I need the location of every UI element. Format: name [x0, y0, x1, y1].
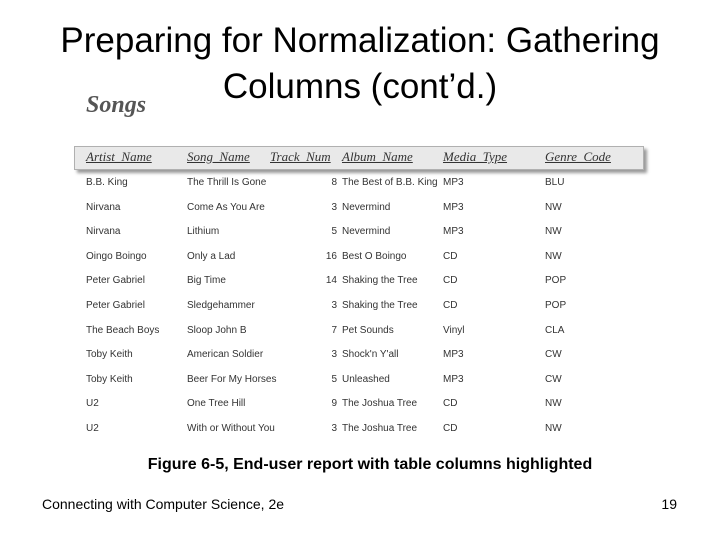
cell-genre-code: NW [545, 226, 562, 238]
cell-genre-code: BLU [545, 177, 565, 188]
cell-song-name: One Tree Hill [187, 398, 246, 410]
cell-album-name: Unleashed [342, 373, 390, 385]
column-header-song-name: Song_Name [187, 149, 250, 164]
cell-artist-name: U2 [86, 398, 99, 410]
cell-song-name: Lithium [187, 226, 220, 238]
cell-track-num: 7 [331, 324, 337, 336]
page-number: 19 [661, 496, 677, 512]
cell-media-type: CD [443, 300, 458, 311]
column-header-album-name: Album_Name [342, 149, 413, 164]
cell-track-num: 3 [331, 423, 337, 434]
cell-song-name: The Thrill Is Gone [187, 177, 267, 188]
cell-artist-name: Toby Keith [86, 373, 133, 385]
cell-song-name: Beer For My Horses [187, 373, 277, 385]
cell-artist-name: Peter Gabriel [86, 300, 145, 311]
cell-genre-code: NW [545, 423, 562, 434]
cell-artist-name: B.B. King [86, 177, 128, 188]
cell-track-num: 9 [331, 398, 337, 410]
cell-media-type: Vinyl [443, 324, 465, 336]
table-row [0, 226, 720, 246]
table-row [0, 325, 720, 345]
table-row [0, 423, 720, 443]
cell-album-name: The Joshua Tree [342, 398, 418, 410]
cell-media-type: MP3 [443, 201, 464, 213]
cell-media-type: CD [443, 250, 458, 262]
cell-track-num: 8 [331, 177, 337, 188]
cell-song-name: Big Time [187, 275, 226, 287]
cell-album-name: Nevermind [342, 226, 391, 238]
cell-track-num: 16 [325, 250, 337, 262]
table-row [0, 177, 720, 197]
table-row [0, 202, 720, 222]
cell-genre-code: CW [545, 349, 562, 361]
cell-media-type: CD [443, 423, 458, 434]
cell-genre-code: NW [545, 398, 562, 410]
cell-song-name: American Soldier [187, 349, 264, 361]
cell-album-name: Shaking the Tree [342, 300, 418, 311]
table-row [0, 349, 720, 369]
cell-song-name: Only a Lad [187, 250, 236, 262]
cell-song-name: Come As You Are [187, 201, 265, 213]
cell-artist-name: Nirvana [86, 201, 121, 213]
cell-song-name: With or Without You [187, 423, 275, 434]
cell-artist-name: Nirvana [86, 226, 121, 238]
column-header-media-type: Media_Type [443, 149, 508, 164]
cell-album-name: Best O Boingo [342, 250, 407, 262]
table-row [0, 275, 720, 295]
cell-genre-code: CLA [545, 324, 565, 336]
table-row [0, 251, 720, 271]
cell-artist-name: Toby Keith [86, 349, 133, 361]
cell-track-num: 5 [331, 226, 337, 238]
cell-media-type: MP3 [443, 226, 464, 238]
cell-genre-code: POP [545, 275, 567, 287]
column-header-genre-code: Genre_Code [545, 149, 611, 164]
slide-title: Preparing for Normalization: Gathering Columns (cont’d.) [60, 21, 660, 106]
cell-track-num: 3 [331, 300, 337, 311]
cell-track-num: 14 [325, 275, 337, 287]
cell-media-type: MP3 [443, 177, 464, 188]
cell-album-name: The Joshua Tree [342, 423, 418, 434]
column-header-artist-name: Artist_Name [86, 149, 152, 164]
cell-song-name: Sloop John B [187, 324, 247, 336]
cell-artist-name: U2 [86, 423, 99, 434]
cell-song-name: Sledgehammer [187, 300, 255, 311]
cell-media-type: MP3 [443, 373, 464, 385]
cell-genre-code: NW [545, 201, 562, 213]
cell-album-name: The Best of B.B. King [342, 177, 438, 188]
footer-text: Connecting with Computer Science, 2e [42, 496, 285, 512]
cell-media-type: CD [443, 398, 458, 410]
cell-genre-code: POP [545, 300, 567, 311]
report-title: Songs [86, 92, 147, 118]
table-row [0, 374, 720, 394]
cell-genre-code: CW [545, 373, 562, 385]
cell-album-name: Pet Sounds [342, 324, 394, 336]
cell-album-name: Nevermind [342, 201, 391, 213]
cell-album-name: Shaking the Tree [342, 275, 418, 287]
cell-artist-name: Peter Gabriel [86, 275, 145, 287]
table-row [0, 300, 720, 320]
cell-track-num: 3 [331, 201, 337, 213]
cell-artist-name: Oingo Boingo [86, 250, 147, 262]
cell-media-type: MP3 [443, 349, 464, 361]
cell-media-type: CD [443, 275, 458, 287]
table-row [0, 398, 720, 418]
cell-album-name: Shock'n Y'all [342, 349, 399, 361]
cell-genre-code: NW [545, 250, 562, 262]
cell-track-num: 3 [331, 349, 337, 361]
cell-track-num: 5 [331, 373, 337, 385]
cell-artist-name: The Beach Boys [86, 324, 160, 336]
figure-caption: Figure 6-5, End-user report with table columns highlighted [147, 456, 593, 473]
column-header-track-num: Track_Num [270, 149, 331, 164]
